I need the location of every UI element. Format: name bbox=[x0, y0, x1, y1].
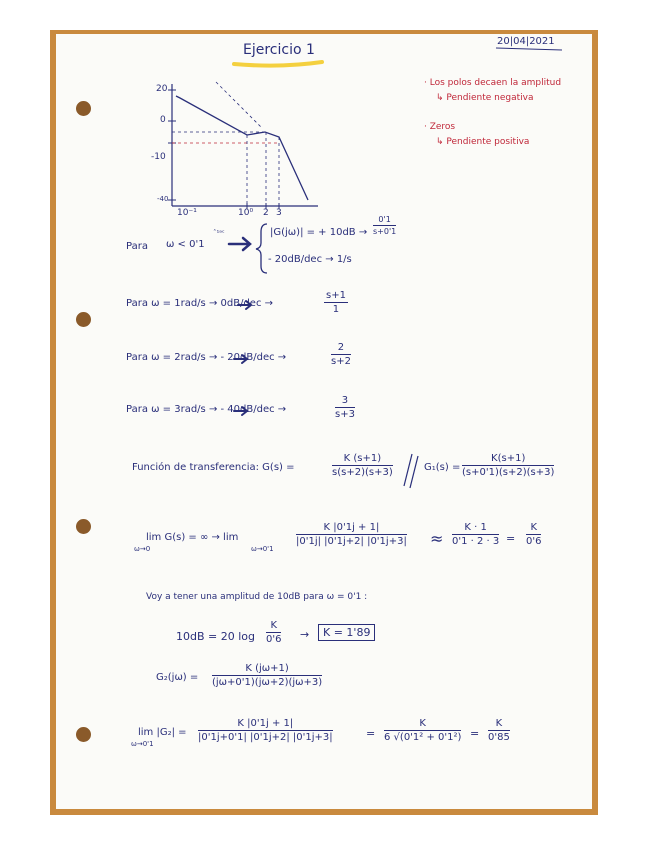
line4: Para ω = 3rad/s → - 40dB/dec → bbox=[126, 404, 287, 415]
approx-sign: ≈ bbox=[430, 529, 444, 548]
result-fraction: $\frac{K}{0'6}$ bbox=[526, 522, 542, 547]
limit2-equals-2: = bbox=[470, 727, 480, 740]
line2-fraction: $\frac{s+1}{1}$ bbox=[326, 290, 346, 315]
line1-para: Para bbox=[126, 241, 148, 252]
limit2-equals-1: = bbox=[366, 727, 376, 740]
limit2-fraction-2: $\frac{K}{\text{6 √(0'1² + 0'1²)}}$ bbox=[384, 718, 462, 743]
note-positive-slope: ↳ Pendiente positiva bbox=[436, 137, 530, 147]
brace bbox=[256, 224, 267, 273]
line4-fraction: $\frac{3}{s+3}$ bbox=[335, 395, 355, 420]
line1-condition: ω < 0'1 bbox=[166, 239, 205, 250]
line3: Para ω = 2rad/s → - 20dB/dec → bbox=[126, 352, 287, 363]
limit-fraction: $\frac{K |0'1j + 1|}{|0'1j| |0'1j+2| |0'1j+3|}$ bbox=[296, 522, 407, 547]
x-tick-2: 2 bbox=[263, 208, 269, 218]
limit-label: lim G(s) = ∞ → lim bbox=[146, 532, 239, 543]
date: 20|04|2021 bbox=[497, 36, 555, 47]
g2-label: G₂(jω) = bbox=[156, 672, 199, 683]
limit2-label: lim |G₂| = bbox=[138, 727, 187, 738]
equals-sign: = bbox=[506, 532, 516, 545]
line3-fraction: $\frac{2}{s+2}$ bbox=[331, 342, 351, 367]
k-result-box: K = 1'89 bbox=[318, 624, 375, 641]
transfer-function-fraction: $\frac{K (s+1)}{s(s+2)(s+3)}$ bbox=[332, 453, 393, 478]
db-arrow: → bbox=[300, 628, 310, 641]
db-equation: 10dB = 20 log bbox=[176, 630, 255, 643]
y-tick-m10: -10 bbox=[151, 152, 166, 162]
limit2-fraction-3: $\frac{K}{0'85}$ bbox=[488, 718, 510, 743]
limit-sub-1: ω→0 bbox=[134, 545, 151, 553]
line1-exponent: ˆ¹ᵃᶜ bbox=[213, 229, 225, 237]
y-tick-0: 0 bbox=[160, 115, 166, 125]
x-tick-1: 10⁰ bbox=[238, 208, 254, 218]
y-tick-m40: -40 bbox=[157, 195, 169, 203]
title-highlight bbox=[234, 62, 322, 66]
bode-graph bbox=[168, 82, 318, 209]
amplitude-sentence: Voy a tener una amplitud de 10dB para ω = 0'1 : bbox=[146, 592, 368, 602]
limit2-fraction: $\frac{K |0'1j + 1|}{|0'1j+0'1| |0'1j+2| |0'1j+3|}$ bbox=[198, 718, 333, 743]
db-fraction: $\frac{K}{0'6}$ bbox=[266, 620, 282, 645]
note-negative-slope: ↳ Pendiente negativa bbox=[436, 93, 534, 103]
transfer-function-2-fraction: $\frac{K(s+1)}{(s+0'1)(s+2)(s+3)}$ bbox=[462, 453, 555, 478]
line1-top-fraction: $\frac{0'1}{s+0'1}$ bbox=[373, 215, 397, 236]
x-tick-3: 3 bbox=[276, 208, 282, 218]
page-title: Ejercicio 1 bbox=[243, 42, 315, 58]
bode-curve bbox=[176, 96, 308, 200]
x-tick-01: 10⁻¹ bbox=[177, 208, 197, 218]
note-poles: · Los polos decaen la amplitud bbox=[424, 78, 562, 88]
y-tick-20: 20 bbox=[156, 84, 168, 94]
approx-fraction: $\frac{K \cdot 1}{0'1 \cdot 2 \cdot 3}$ bbox=[452, 522, 500, 547]
limit2-sub: ω→0'1 bbox=[131, 740, 154, 748]
limit-sub-2: ω→0'1 bbox=[251, 545, 274, 553]
date-underline bbox=[496, 48, 562, 50]
line1-bottom: - 20dB/dec → 1/s bbox=[268, 254, 352, 265]
transfer-function-label: Función de transferencia: G(s) = bbox=[132, 462, 295, 473]
note-zeros: · Zeros bbox=[424, 122, 456, 132]
line2: Para ω = 1rad/s → 0dB/dec → bbox=[126, 298, 273, 309]
transfer-function-2-label: G₁(s) = bbox=[424, 462, 461, 473]
line1-top: |G(jω)| = + 10dB → bbox=[270, 227, 368, 238]
g2-fraction: $\frac{K (j\omega+1)}{(j\omega+0'1)(j\omega+2)(j\omega+3)}$ bbox=[212, 663, 323, 688]
